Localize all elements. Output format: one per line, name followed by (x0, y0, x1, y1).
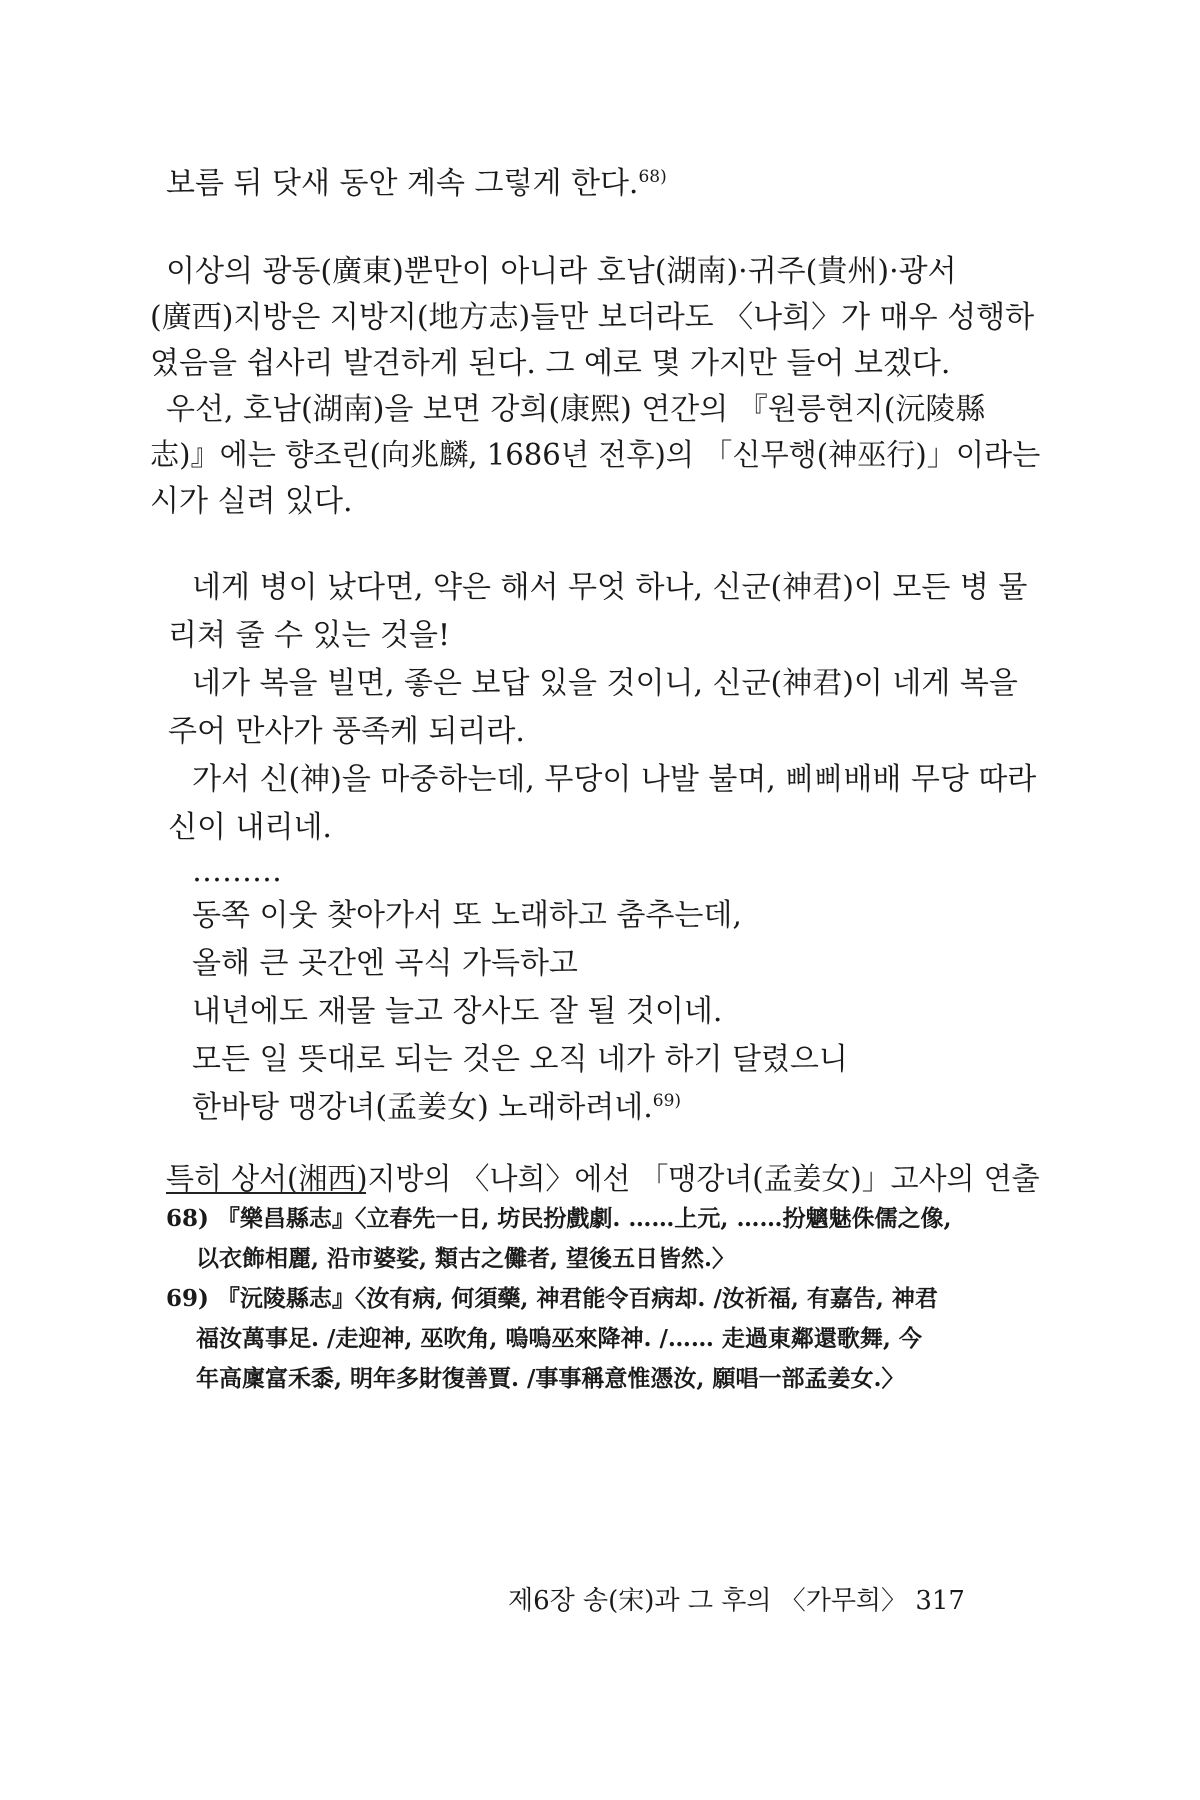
footnote-line: 年高廩富禾黍, 明年多財復善賈. /事事稱意惟憑汝, 願唱一部孟姜女.〉 (196, 1365, 905, 1392)
footnote-line: 69) 『沅陵縣志』〈汝有病, 何須藥, 神君能令百病却. /汝祈福, 有嘉告, 神君 (166, 1285, 938, 1312)
footnote-line: 以衣飾相麗, 沿市婆娑, 類古之儺者, 望後五日皆然.〉 (196, 1245, 736, 1272)
poem-line: 내년에도 재물 늘고 장사도 잘 될 것이네. (192, 994, 723, 1029)
footnote-line: 68) 『樂昌縣志』〈立春先一日, 坊民扮戲劇. ……上元, ……扮魑魅侏儒之像, (166, 1205, 952, 1232)
poem-line: 한바탕 맹강녀(孟姜女) 노래하려네.$^{69)}$ (192, 1090, 682, 1125)
body-line: 시가 실려 있다. (150, 484, 353, 519)
body-line: 이상의 광동(廣東)뿐만이 아니라 호남(湖南)·귀주(貴州)·광서 (166, 254, 957, 289)
running-footer: 제6장 송(宋)과 그 후의 〈가무희〉 317 (508, 1586, 965, 1616)
body-line: 우선, 호남(湖南)을 보면 강희(康熙) 연간의 『원릉현지(沅陵縣 (166, 392, 986, 427)
poem-line: 주어 만사가 풍족케 되리라. (168, 714, 525, 749)
body-line: 특히 상서(湘西)지방의 〈나희〉에선 「맹강녀(孟姜女)」고사의 연출 (166, 1162, 1040, 1197)
poem-line: 올해 큰 곳간엔 곡식 가득하고 (192, 946, 578, 981)
body-line: 보름 뒤 닷새 동안 계속 그렇게 한다.$^{68)}$ (166, 166, 667, 201)
poem-line: 모든 일 뜻대로 되는 것은 오직 네가 하기 달렸으니 (192, 1042, 848, 1077)
footnote-divider (166, 1192, 366, 1194)
poem-line: 네게 병이 났다면, 약은 해서 무엇 하나, 신군(神君)이 모든 병 물 (192, 570, 1028, 605)
body-line: 志)』에는 향조린(向兆麟, 1686년 전후)의 「신무행(神巫行)」이라는 (150, 438, 1041, 473)
poem-line: 동쪽 이웃 찾아가서 또 노래하고 춤추는데, (192, 898, 742, 933)
body-line: (廣西)지방은 지방지(地方志)들만 보더라도 〈나희〉가 매우 성행하 (150, 300, 1035, 335)
footnote-line: 福汝萬事足. /走迎神, 巫吹角, 嗚嗚巫來降神. /…… 走過東鄰還歌舞, 今 (196, 1325, 922, 1352)
poem-line: 가서 신(神)을 마중하는데, 무당이 나발 불며, 삐삐배배 무당 따라 (192, 762, 1037, 797)
footnote-ref: 68) (638, 167, 667, 187)
poem-line: 리쳐 줄 수 있는 것을! (168, 618, 451, 653)
poem-line: 네가 복을 빌면, 좋은 보답 있을 것이니, 신군(神君)이 네게 복을 (192, 666, 1018, 701)
ellipsis-line: ……… (192, 854, 282, 889)
poem-line: 신이 내리네. (168, 810, 332, 845)
body-line: 였음을 쉽사리 발견하게 된다. 그 예로 몇 가지만 들어 보겠다. (150, 346, 951, 381)
footnote-ref: 69) (652, 1091, 682, 1111)
